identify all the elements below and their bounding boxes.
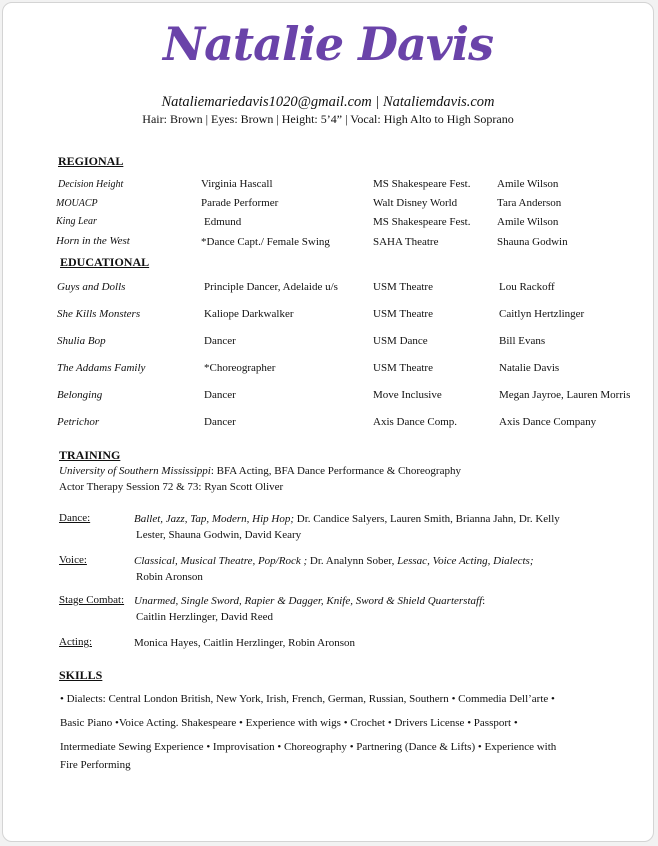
- skill-item: Experience with wigs: [242, 717, 344, 729]
- dance-training: [134, 511, 614, 527]
- bullet-icon: •: [277, 741, 282, 753]
- educational-show: Shulia Bop: [57, 335, 106, 347]
- educational-director: Caitlyn Hertzlinger: [499, 308, 585, 320]
- skills-line-1: [60, 690, 620, 708]
- university-name: University of Southern Mississippi: [59, 465, 211, 477]
- educational-venue: USM Theatre: [373, 362, 433, 374]
- bullet-icon: •: [477, 741, 482, 753]
- educational-director: Axis Dance Company: [499, 416, 597, 428]
- skill-item: Commedia Dell’arte: [455, 693, 552, 705]
- resume-page: [2, 2, 654, 842]
- skills-line-2: [60, 714, 620, 732]
- regional-role: *Dance Capt./ Female Swing: [201, 236, 330, 248]
- regional-venue: Walt Disney World: [373, 197, 458, 209]
- bullet-icon: •: [451, 693, 456, 705]
- acting-teachers: Monica Hayes, Caitlin Herzlinger, Robin Aronson: [134, 637, 356, 649]
- stage-combat-label: Stage Combat:: [59, 594, 125, 606]
- stage-combat-training: [134, 593, 614, 609]
- skill-item: Drivers License: [391, 717, 468, 729]
- dance-label: Dance:: [59, 512, 91, 524]
- educational-show: Guys and Dolls: [57, 281, 126, 293]
- regional-show: Decision Height: [58, 179, 124, 190]
- educational-director: Natalie Davis: [499, 362, 560, 374]
- educational-role: Principle Dancer, Adelaide u/s: [204, 281, 338, 293]
- voice-styles: Classical, Musical Theatre, Pop/Rock ;: [134, 555, 308, 567]
- skill-item: Passport: [471, 717, 514, 729]
- regional-venue: MS Shakespeare Fest.: [373, 178, 471, 190]
- educational-show: The Addams Family: [57, 362, 146, 374]
- voice-teachers-continued: Robin Aronson: [136, 571, 203, 583]
- skill-item: Voice Acting. Shakespeare: [118, 717, 240, 729]
- educational-director: Megan Jayroe, Lauren Morris: [499, 389, 631, 401]
- educational-role: Kaliope Darkwalker: [204, 308, 294, 320]
- educational-role: Dancer: [204, 389, 236, 401]
- educational-venue: USM Dance: [373, 335, 428, 347]
- educational-director: Bill Evans: [499, 335, 546, 347]
- skill-item: Intermediate Sewing Experience: [60, 741, 207, 753]
- educational-show: Belonging: [57, 389, 103, 401]
- bullet-icon: •: [239, 717, 243, 729]
- bullet-icon: •: [349, 741, 354, 753]
- stage-combat-teachers: Caitlin Herzlinger, David Reed: [136, 611, 274, 623]
- degrees: : BFA Acting, BFA Dance Performance & Choreography: [210, 465, 461, 477]
- educational-director: Lou Rackoff: [499, 281, 555, 293]
- educational-venue: USM Theatre: [373, 281, 433, 293]
- resume-name: Natalie Davis: [163, 17, 493, 71]
- regional-director: Amile Wilson: [497, 178, 559, 190]
- bullet-icon: •: [551, 693, 555, 705]
- dance-teachers: Dr. Candice Salyers, Lauren Smith, Brianna Jahn, Dr. Kelly: [294, 513, 560, 525]
- bullet-icon: •: [513, 717, 518, 729]
- bullet-icon: •: [60, 693, 64, 705]
- stats-line: Hair: Brown | Eyes: Brown | Height: 5’4” | Vocal: High Alto to High Soprano: [142, 112, 514, 126]
- skills-line-3: [60, 738, 620, 756]
- regional-venue: SAHA Theatre: [373, 236, 439, 248]
- acting-label: Acting:: [59, 636, 92, 648]
- educational-show: She Kills Monsters: [57, 308, 141, 320]
- regional-director: Amile Wilson: [497, 216, 559, 228]
- regional-director: Tara Anderson: [497, 197, 562, 209]
- bullet-icon: •: [115, 717, 119, 729]
- bullet-icon: •: [387, 717, 392, 729]
- regional-role: Virginia Hascall: [201, 178, 273, 190]
- educational-role: Dancer: [204, 416, 236, 428]
- stage-combat-colon: :: [482, 595, 486, 607]
- bullet-icon: •: [343, 717, 348, 729]
- educational-role: Dancer: [204, 335, 236, 347]
- regional-heading: REGIONAL: [58, 154, 124, 168]
- educational-show: Petrichor: [57, 416, 100, 428]
- educational-venue: Move Inclusive: [373, 389, 442, 401]
- training-therapy: Actor Therapy Session 72 & 73: Ryan Scott Oliver: [59, 481, 284, 493]
- skills-line-4: Fire Performing: [60, 759, 131, 771]
- dance-teachers-continued: Lester, Shauna Godwin, David Keary: [136, 529, 302, 541]
- regional-show: King Lear: [56, 216, 97, 227]
- voice-label: Voice:: [59, 554, 87, 566]
- regional-show: MOUACP: [56, 198, 98, 209]
- regional-venue: MS Shakespeare Fest.: [373, 216, 471, 228]
- voice-training: [134, 553, 614, 569]
- regional-show: Horn in the West: [56, 235, 130, 247]
- skill-item: Experience with: [481, 741, 557, 753]
- training-university: [59, 463, 461, 479]
- stage-combat-styles: Unarmed, Single Sword, Rapier & Dagger, Knife, Sword & Shield Quarterstaff: [134, 595, 483, 607]
- regional-role: Parade Performer: [201, 197, 279, 209]
- skill-item: Basic Piano: [60, 717, 115, 729]
- educational-role: *Choreographer: [204, 362, 276, 374]
- skill-item: Crochet: [347, 717, 388, 729]
- bullet-icon: •: [206, 741, 211, 753]
- educational-heading: EDUCATIONAL: [60, 255, 150, 269]
- skill-item: Choreography: [281, 741, 350, 753]
- voice-teacher: Dr. Analynn Sober,: [307, 555, 398, 567]
- dance-styles: Ballet, Jazz, Tap, Modern, Hip Hop;: [134, 513, 295, 525]
- regional-role: Edmund: [204, 216, 242, 228]
- skill-item: Improvisation: [210, 741, 278, 753]
- contact-line: Nataliemariedavis1020@gmail.com | Nataliemdavis.com: [161, 94, 495, 110]
- bullet-icon: •: [467, 717, 472, 729]
- educational-venue: Axis Dance Comp.: [373, 416, 458, 428]
- skill-item: Dialects: Central London British, New York, Irish, French, German, Russian, Southern: [63, 693, 452, 705]
- skill-item: Partnering (Dance & Lifts): [353, 741, 478, 753]
- regional-director: Shauna Godwin: [497, 236, 568, 248]
- educational-venue: USM Theatre: [373, 308, 433, 320]
- voice-styles-secondary: Lessac, Voice Acting, Dialects;: [397, 555, 534, 567]
- skills-heading: SKILLS: [59, 668, 103, 682]
- training-heading: TRAINING: [59, 448, 121, 462]
